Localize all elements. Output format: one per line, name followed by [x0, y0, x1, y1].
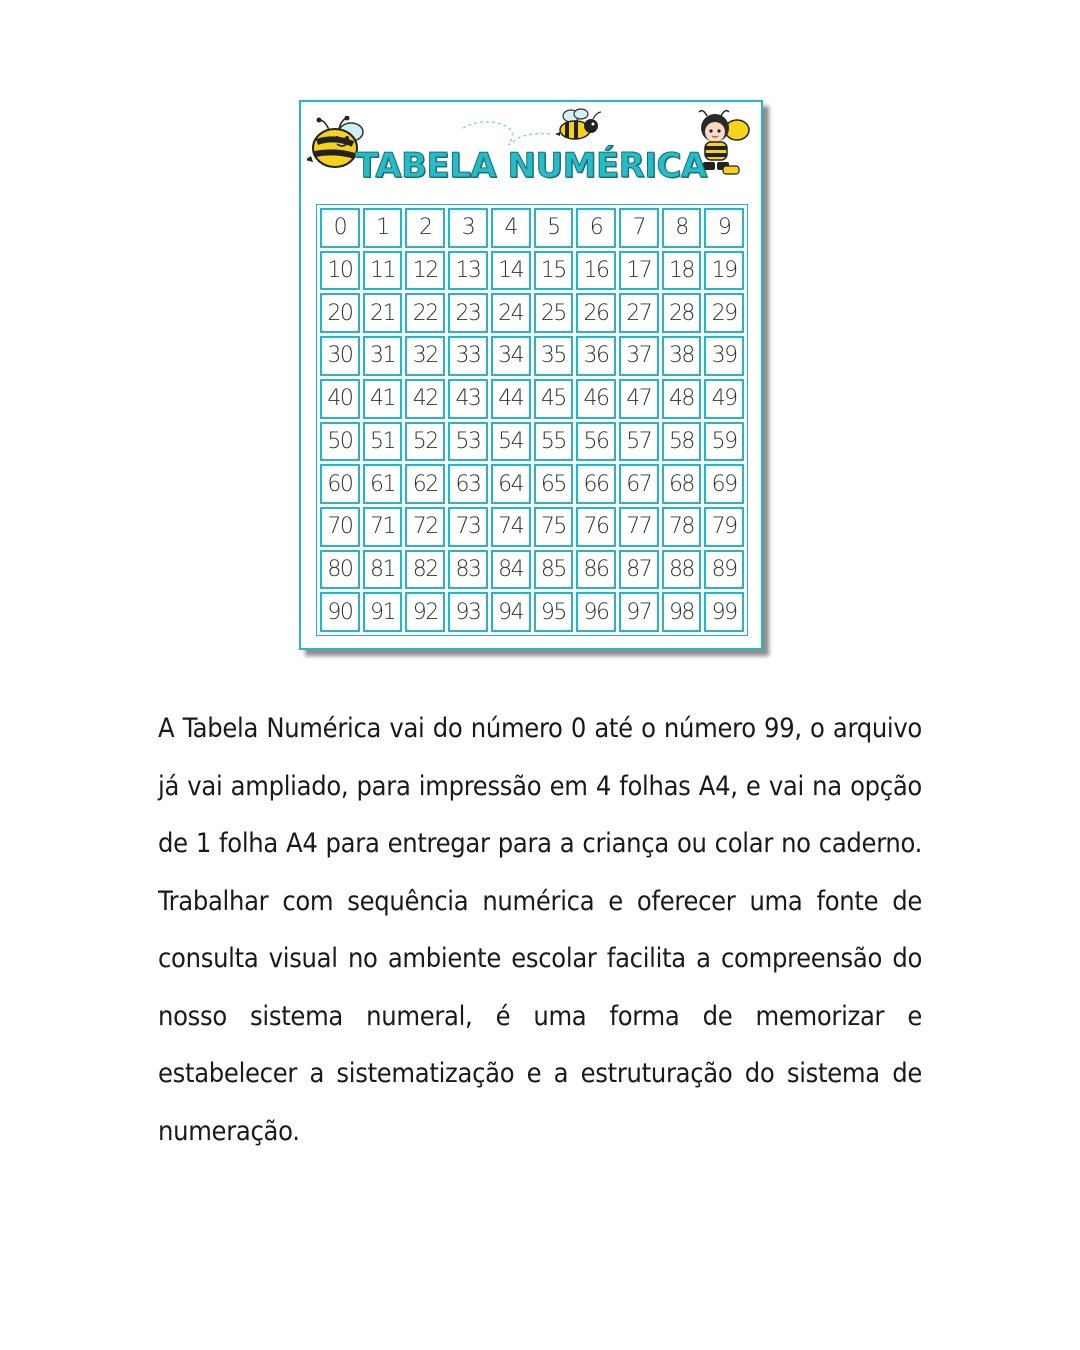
number-cell: 70	[320, 507, 360, 547]
number-cell: 68	[662, 464, 702, 504]
number-cell: 86	[576, 550, 616, 590]
number-cell: 47	[619, 379, 659, 419]
number-cell: 32	[405, 336, 445, 376]
number-cell: 63	[448, 464, 488, 504]
number-cell: 97	[619, 592, 659, 632]
number-cell: 83	[448, 550, 488, 590]
number-cell: 57	[619, 422, 659, 462]
number-cell: 62	[405, 464, 445, 504]
number-cell: 8	[662, 208, 702, 248]
number-cell: 0	[320, 208, 360, 248]
number-cell: 89	[704, 550, 744, 590]
number-cell: 19	[704, 251, 744, 291]
bee-flying-icon	[555, 106, 605, 146]
number-cell: 18	[662, 251, 702, 291]
number-cell: 67	[619, 464, 659, 504]
number-cell: 31	[363, 336, 403, 376]
number-cell: 36	[576, 336, 616, 376]
number-cell: 4	[491, 208, 531, 248]
number-cell: 82	[405, 550, 445, 590]
number-cell: 54	[491, 422, 531, 462]
number-cell: 92	[405, 592, 445, 632]
number-cell: 12	[405, 251, 445, 291]
number-cell: 28	[662, 293, 702, 333]
number-cell: 37	[619, 336, 659, 376]
number-cell: 14	[491, 251, 531, 291]
number-cell: 26	[576, 293, 616, 333]
number-cell: 91	[363, 592, 403, 632]
number-cell: 29	[704, 293, 744, 333]
number-cell: 46	[576, 379, 616, 419]
number-cell: 40	[320, 379, 360, 419]
number-cell: 75	[534, 507, 574, 547]
number-cell: 59	[704, 422, 744, 462]
number-cell: 23	[448, 293, 488, 333]
number-cell: 16	[576, 251, 616, 291]
number-cell: 87	[619, 550, 659, 590]
number-cell: 80	[320, 550, 360, 590]
number-cell: 3	[448, 208, 488, 248]
number-cell: 58	[662, 422, 702, 462]
number-cell: 44	[491, 379, 531, 419]
number-cell: 88	[662, 550, 702, 590]
number-cell: 33	[448, 336, 488, 376]
number-cell: 11	[363, 251, 403, 291]
number-cell: 10	[320, 251, 360, 291]
number-cell: 9	[704, 208, 744, 248]
number-cell: 73	[448, 507, 488, 547]
number-cell: 45	[534, 379, 574, 419]
number-cell: 35	[534, 336, 574, 376]
number-cell: 90	[320, 592, 360, 632]
number-cell: 71	[363, 507, 403, 547]
number-cell: 2	[405, 208, 445, 248]
number-cell: 42	[405, 379, 445, 419]
number-cell: 22	[405, 293, 445, 333]
number-cell: 95	[534, 592, 574, 632]
number-cell: 50	[320, 422, 360, 462]
flight-path-decoration	[461, 110, 561, 150]
number-cell: 55	[534, 422, 574, 462]
number-cell: 38	[662, 336, 702, 376]
number-cell: 20	[320, 293, 360, 333]
number-cell: 5	[534, 208, 574, 248]
number-cell: 96	[576, 592, 616, 632]
number-cell: 43	[448, 379, 488, 419]
number-cell: 99	[704, 592, 744, 632]
number-cell: 13	[448, 251, 488, 291]
number-cell: 48	[662, 379, 702, 419]
number-cell: 56	[576, 422, 616, 462]
number-cell: 84	[491, 550, 531, 590]
number-cell: 52	[405, 422, 445, 462]
number-cell: 7	[619, 208, 659, 248]
number-cell: 53	[448, 422, 488, 462]
number-cell: 51	[363, 422, 403, 462]
number-cell: 27	[619, 293, 659, 333]
number-grid	[316, 204, 748, 636]
number-cell: 64	[491, 464, 531, 504]
number-cell: 25	[534, 293, 574, 333]
description-paragraph: A Tabela Numérica vai do número 0 até o número 99, o arquivo já vai ampliado, para impressão em 4 folhas A4, e vai na opção de 1 folha A4 para entregar para a criança ou colar no caderno. Trabalhar com sequência numérica e oferecer uma fonte de consulta visual no ambiente escolar facilita a compreensão do nosso sistema numeral, é uma forma de memorizar e estabelecer a sistematização e a estruturação do sistema de numeração.	[158, 713, 922, 1147]
number-cell: 85	[534, 550, 574, 590]
number-cell: 17	[619, 251, 659, 291]
number-cell: 98	[662, 592, 702, 632]
number-cell: 76	[576, 507, 616, 547]
number-cell: 30	[320, 336, 360, 376]
number-cell: 61	[363, 464, 403, 504]
number-cell: 78	[662, 507, 702, 547]
number-cell: 15	[534, 251, 574, 291]
number-cell: 66	[576, 464, 616, 504]
number-cell: 24	[491, 293, 531, 333]
number-cell: 49	[704, 379, 744, 419]
sheet-title: TABELA NUMÉRICA	[355, 146, 707, 186]
number-table-sheet	[299, 100, 763, 650]
number-cell: 79	[704, 507, 744, 547]
number-cell: 34	[491, 336, 531, 376]
number-cell: 39	[704, 336, 744, 376]
number-cell: 60	[320, 464, 360, 504]
number-cell: 65	[534, 464, 574, 504]
number-cell: 94	[491, 592, 531, 632]
number-cell: 93	[448, 592, 488, 632]
number-cell: 69	[704, 464, 744, 504]
number-cell: 6	[576, 208, 616, 248]
number-cell: 72	[405, 507, 445, 547]
number-cell: 21	[363, 293, 403, 333]
number-cell: 81	[363, 550, 403, 590]
number-cell: 1	[363, 208, 403, 248]
number-cell: 74	[491, 507, 531, 547]
number-cell: 41	[363, 379, 403, 419]
number-cell: 77	[619, 507, 659, 547]
